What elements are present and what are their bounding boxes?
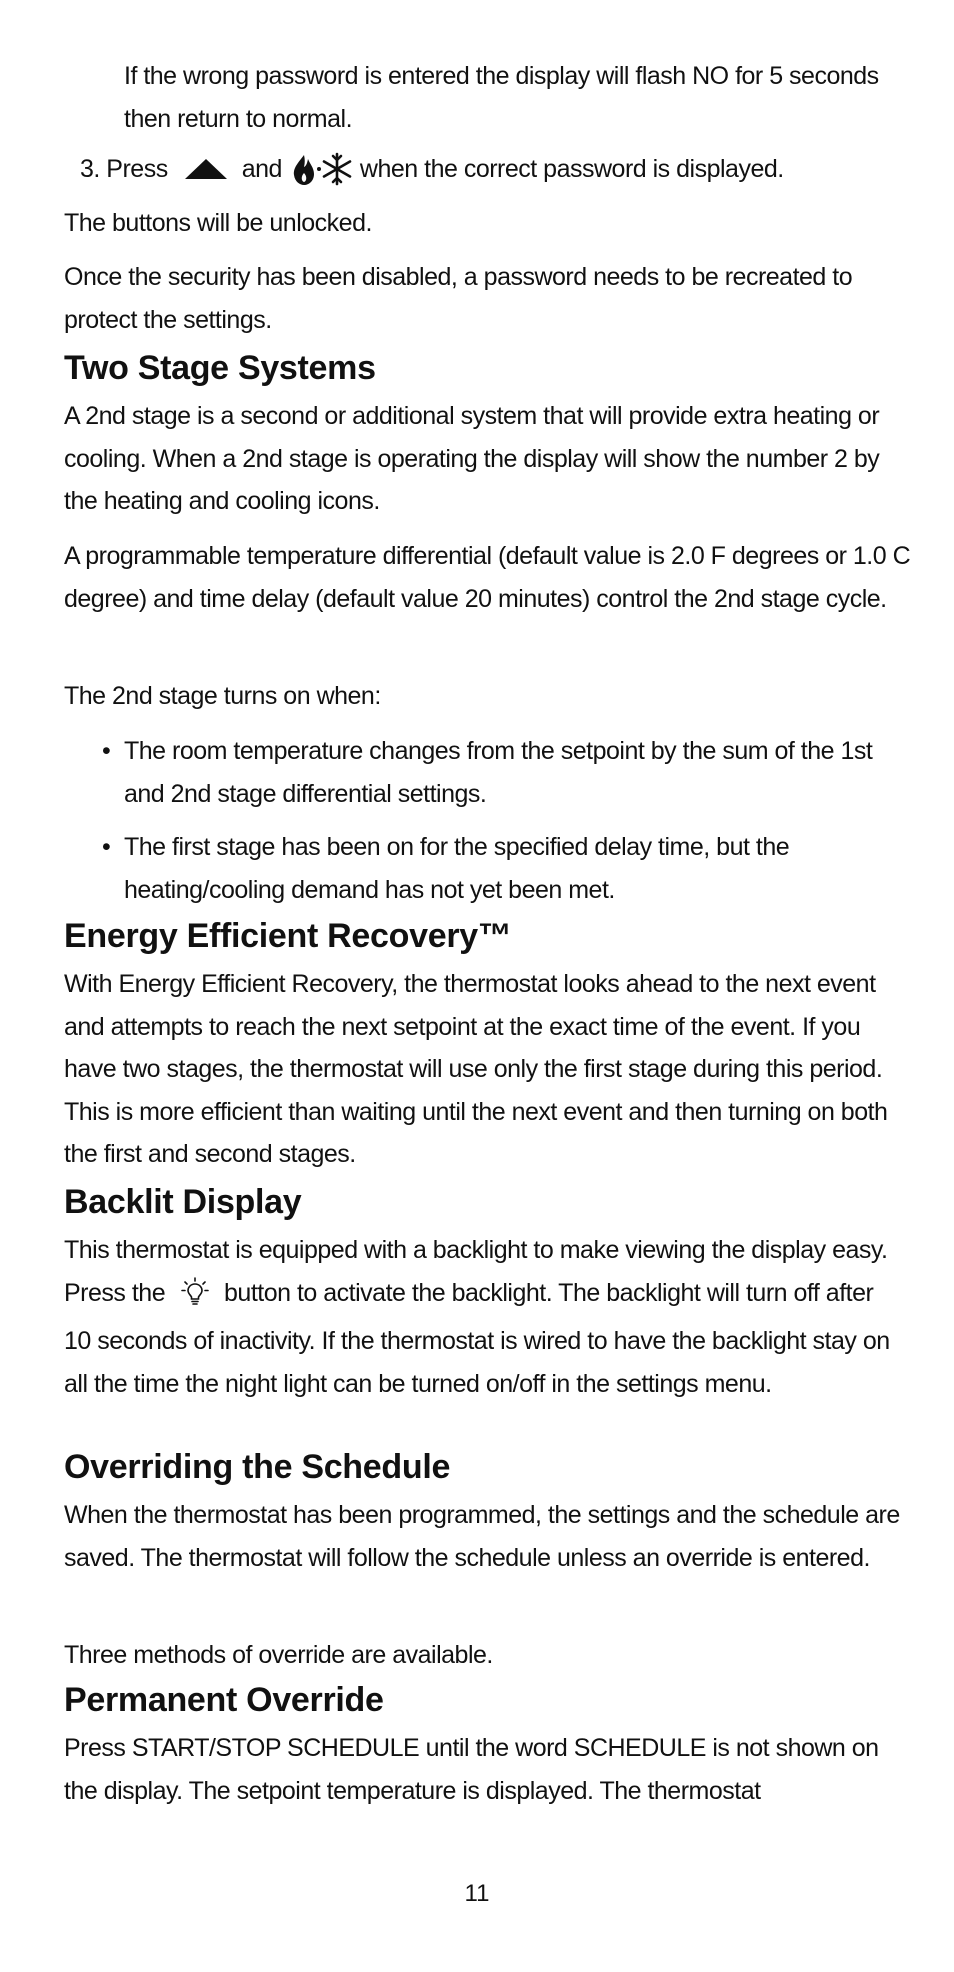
step-3-prefix: 3. Press: [80, 154, 168, 183]
step-3-suffix: when the correct password is displayed.: [359, 154, 784, 183]
energy-paragraph: With Energy Efficient Recovery, the thermostat looks ahead to the next event and attempts to reach the next setpoint at the exact time of the event. If you have two stages, the thermostat will use only the first stage during this period. This is more efficient than waiting until the next event and then turning on both the first and second stages.: [64, 970, 888, 1168]
backlit-before-icon: easy. Press the: [64, 1236, 888, 1307]
backlit-paragraph: [64, 1229, 904, 1405]
up-arrow-icon: [184, 158, 228, 180]
step-3-and: and: [241, 154, 282, 183]
backlit-after-icon: button to activate the backlight. The backlight will turn off after 10 seconds of inactivity. If the thermostat is wired to have the backlight stay on all the time the night light can be turned on/off in the settings menu.: [64, 1278, 890, 1398]
two-stage-paragraph-1: A 2nd stage is a second or additional system that will provide extra heating or cooling. When a 2nd stage is operating the display will show the number 2 by the heating and cooling icons.: [64, 402, 880, 515]
bullet-marker: •: [102, 737, 111, 765]
light-bulb-icon: [180, 1277, 210, 1321]
heading-permanent-override: Permanent Override: [64, 1681, 384, 1719]
override-paragraph-2: Three methods of override are available.: [64, 1641, 493, 1669]
two-stage-paragraph-3: The 2nd stage turns on when:: [64, 682, 381, 710]
page-number: 11: [464, 1880, 490, 1907]
bullet-marker: •: [102, 833, 111, 861]
heading-energy-efficient-recovery: Energy Efficient Recovery™: [64, 917, 512, 955]
override-paragraph-1: When the thermostat has been programmed, the settings and the schedule are saved. The thermostat will follow the schedule unless an override is entered.: [64, 1501, 900, 1572]
backlit-line-1: This thermostat is equipped with a backlight to make viewing the display: [64, 1236, 826, 1264]
buttons-unlocked-text: The buttons will be unlocked.: [64, 209, 372, 237]
two-stage-bullet-1: The room temperature changes from the setpoint by the sum of the 1st and 2nd stage differential settings.: [124, 737, 873, 808]
flame-snowflake-icon: [290, 151, 352, 187]
step-3: [80, 148, 784, 190]
permanent-override-paragraph: Press START/STOP SCHEDULE until the word SCHEDULE is not shown on the display. The setpoint temperature is displayed. The thermostat: [64, 1734, 879, 1805]
wrong-password-text: If the wrong password is entered the display will flash NO for 5 seconds then return to normal.: [124, 62, 879, 133]
heading-backlit-display: Backlit Display: [64, 1183, 302, 1221]
heading-two-stage-systems: Two Stage Systems: [64, 349, 376, 387]
heading-overriding-the-schedule: Overriding the Schedule: [64, 1448, 451, 1486]
two-stage-bullet-2: The first stage has been on for the specified delay time, but the heating/cooling demand has not yet been met.: [124, 833, 790, 904]
security-disabled-text: Once the security has been disabled, a password needs to be recreated to protect the settings.: [64, 263, 853, 334]
two-stage-paragraph-2: A programmable temperature differential (default value is 2.0 F degrees or 1.0 C degree) and time delay (default value 20 minutes) control the 2nd stage cycle.: [64, 542, 911, 613]
